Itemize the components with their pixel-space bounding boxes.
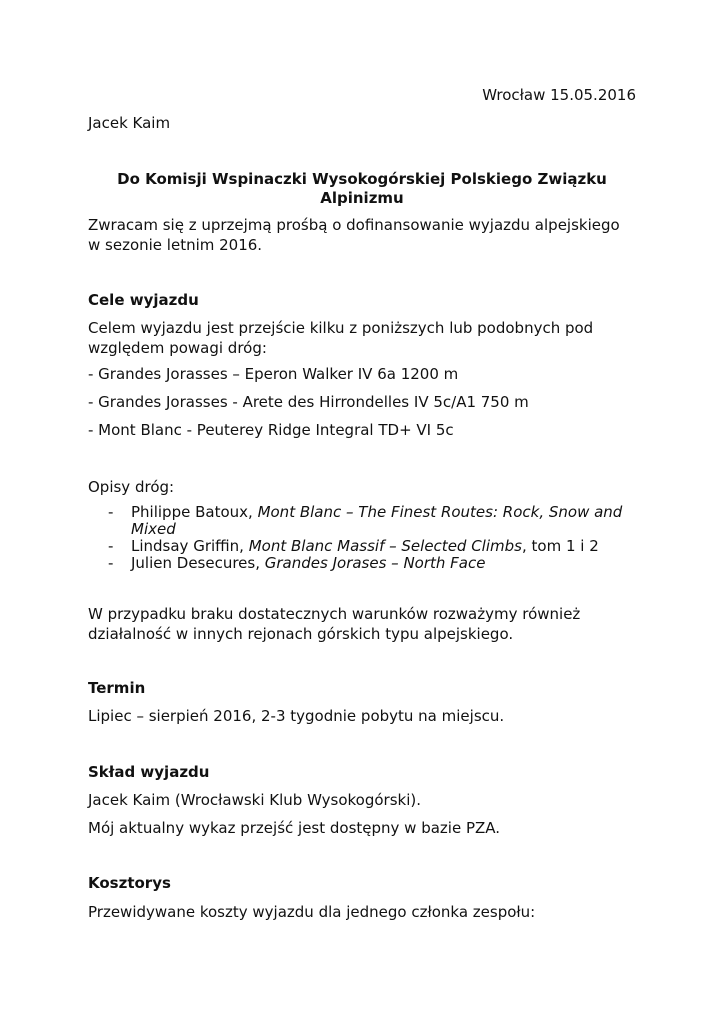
- goals-paragraph: Celem wyjazdu jest przejście kilku z poniższych lub podobnych pod względem powagi dróg:: [88, 319, 594, 357]
- descriptions-label: Opisy dróg:: [88, 478, 175, 496]
- place-date: Wrocław 15.05.2016: [482, 86, 636, 104]
- book-title: Mont Blanc Massif – Selected Climbs: [248, 537, 522, 555]
- alternative-paragraph: W przypadku braku dostatecznych warunków rozważymy również działalność w innych rejonach górskich typu alpejskiego.: [88, 605, 581, 643]
- section-title-budget: Kosztorys: [88, 874, 171, 892]
- section-title-team: Skład wyjazdu: [88, 763, 210, 781]
- route-item: - Grandes Jorasses – Eperon Walker IV 6a 1200 m: [88, 365, 459, 383]
- route-item: - Mont Blanc - Peuterey Ridge Integral TD+ VI 5c: [88, 421, 454, 439]
- book-suffix: , tom 1 i 2: [521, 537, 599, 555]
- section-title-term: Termin: [88, 679, 146, 697]
- list-item: [88, 555, 628, 572]
- letter-heading: Do Komisji Wspinaczki Wysokogórskiej Polskiego Związku Alpinizmu: [117, 170, 607, 207]
- term-paragraph: Lipiec – sierpień 2016, 2-3 tygodnie pobytu na miejscu.: [88, 707, 505, 725]
- book-author: Lindsay Griffin,: [131, 537, 249, 555]
- sender-name: Jacek Kaim: [88, 114, 171, 132]
- section-title-goals: Cele wyjazdu: [88, 291, 199, 309]
- book-title: Grandes Jorases – North Face: [264, 554, 486, 572]
- book-title: Mont Blanc – The Finest Routes: Rock, Snow and Mixed: [131, 503, 623, 538]
- team-member: Jacek Kaim (Wrocławski Klub Wysokogórski).: [88, 791, 422, 809]
- intro-paragraph: Zwracam się z uprzejmą prośbą o dofinansowanie wyjazdu alpejskiego w sezonie letnim 2016.: [88, 216, 620, 254]
- book-author: Julien Desecures,: [131, 554, 265, 572]
- list-item: [88, 538, 628, 555]
- team-note: Mój aktualny wykaz przejść jest dostępny w bazie PZA.: [88, 819, 501, 837]
- book-author: Philippe Batoux,: [131, 503, 258, 521]
- route-item: - Grandes Jorasses - Arete des Hirrondelles IV 5c/A1 750 m: [88, 393, 529, 411]
- list-item: [88, 504, 628, 538]
- list-dash: -: [108, 554, 114, 572]
- list-dash: -: [108, 537, 114, 555]
- route-descriptions-list: [88, 504, 628, 572]
- list-dash: -: [108, 503, 114, 521]
- budget-paragraph: Przewidywane koszty wyjazdu dla jednego członka zespołu:: [88, 903, 536, 921]
